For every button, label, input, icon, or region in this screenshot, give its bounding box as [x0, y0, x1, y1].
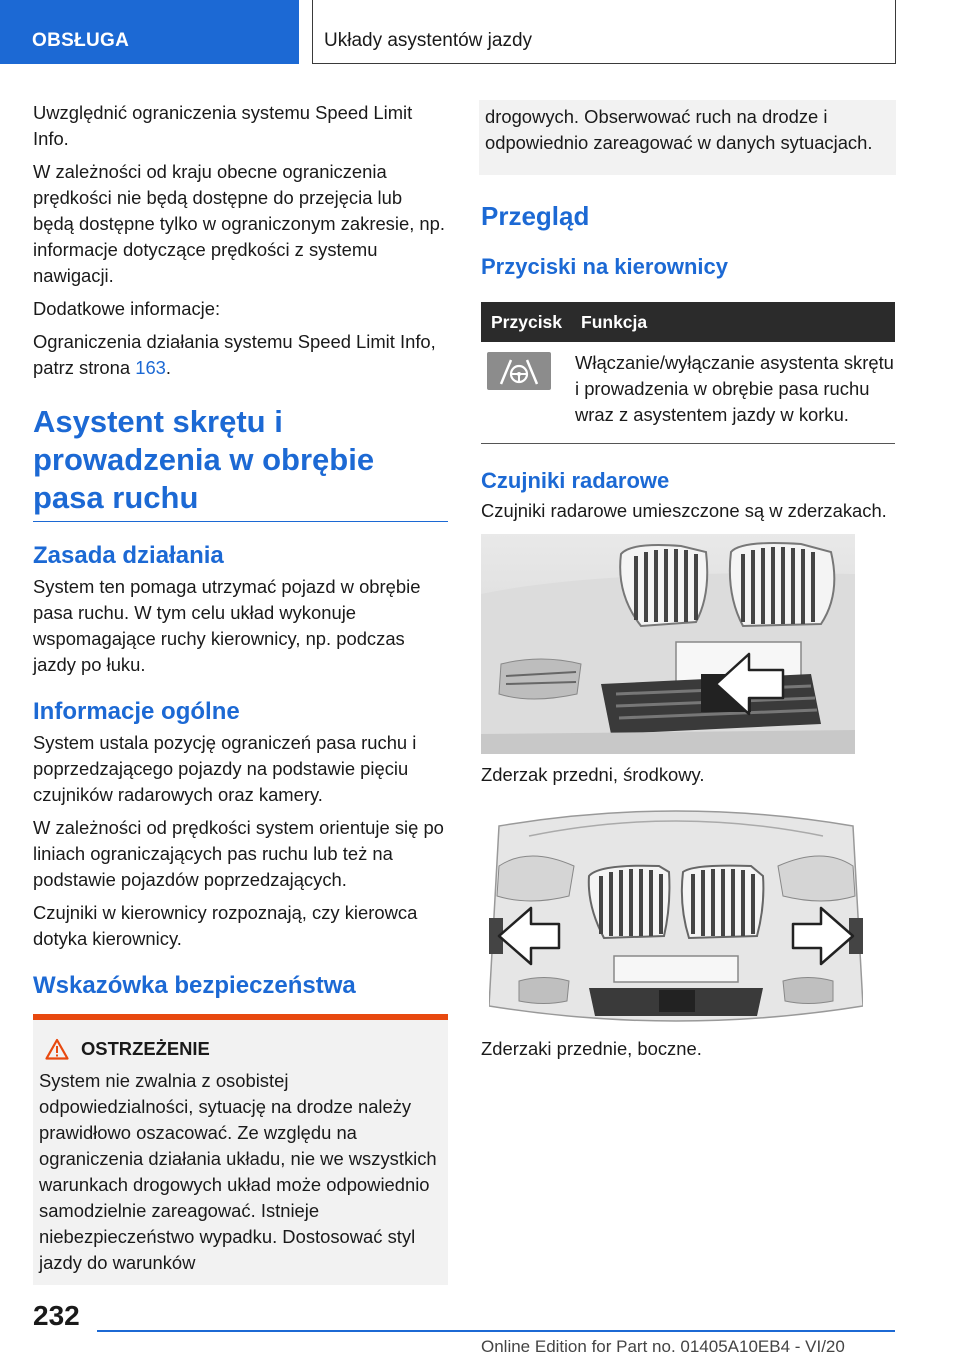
image-caption: Zderzaki przednie, boczne.	[481, 1038, 702, 1059]
lane-assist-button-icon	[487, 352, 551, 390]
table-row	[481, 342, 895, 444]
grille-left	[620, 545, 707, 626]
grille-right	[730, 543, 834, 626]
chapter-header	[312, 0, 896, 64]
paragraph: System ten pomaga utrzymać pojazd w obrębie pasa ruchu. W tym celu układ wykonuje wspomagające ruchy kierownicy, np. podczas jazdy po łuku.	[33, 576, 421, 675]
warning-box	[33, 1014, 448, 1285]
chapter-title: Układy asystentów jazdy	[324, 30, 533, 51]
subheading-general: Informacje ogólne	[33, 698, 240, 725]
paragraph: W zależności od kraju obecne ograniczenia prędkości nie będą dostępne do przejęcia lub będą dostępne tylko w ograniczonym zakresie, np. informacje dotyczące prędkości z systemu nawigacji.	[33, 161, 445, 286]
left-column	[33, 100, 448, 1285]
warning-text-continued: drogowych. Obserwować ruch na drodze i odpowiednio zareagować w danych sytuacjach.	[485, 106, 873, 153]
section-heading: Asystent skrętu i prowadzenia w obrębie pasa ruchu	[33, 403, 448, 522]
right-column	[481, 100, 896, 1060]
bumper-sides-image	[489, 806, 863, 1028]
function-text: Włączanie/wyłączanie asystenta skrętu i prowadzenia w obrębie pasa ruchu wraz z asystentem jazdy w korku.	[575, 352, 894, 425]
buttons-table	[481, 302, 895, 444]
section-label: OBSŁUGA	[32, 30, 130, 51]
edition-label: Online Edition for Part no. 01405A10EB4 - VI/20	[481, 1337, 845, 1356]
paragraph: Czujniki radarowe umieszczone są w zderzakach.	[481, 500, 887, 521]
subheading-principle: Zasada działania	[33, 542, 224, 569]
paragraph-text: Ograniczenia działania systemu Speed Limit Info, patrz strona	[33, 331, 436, 378]
paragraph: System ustala pozycję ograniczeń pasa ruchu i poprzedzającego pojazdy na podstawie pięciu czujników radarowych oraz kamery.	[33, 732, 417, 805]
subheading-overview: Przegląd	[481, 201, 590, 231]
warning-title: OSTRZEŻENIE	[81, 1038, 210, 1059]
section-tab	[0, 0, 299, 64]
table-header-row	[481, 302, 895, 342]
warning-text: System nie zwalnia z osobistej odpowiedzialności, sytuację na drodze należy prawidłowo oszacować. Ze względu na ograniczenia działania układu, nie we wszystkich warunkach drogowych układ może odpowiednio samodzielnie zareagować. Istnieje niebezpieczeństwo wypadku. Dostosować styl jazdy do warunków	[39, 1070, 437, 1273]
paragraph	[33, 329, 448, 381]
page-link[interactable]: 163	[135, 357, 166, 378]
paragraph: W zależności od prędkości system orientuje się po liniach ograniczających pas ruchu lub też na podstawie pojazdów poprzedzających.	[33, 817, 444, 890]
paragraph: Czujniki w kierownicy rozpoznają, czy kierowca dotyka kierownicy.	[33, 902, 418, 949]
paragraph-end: .	[165, 357, 172, 378]
image-caption: Zderzak przedni, środkowy.	[481, 764, 705, 785]
footer-divider	[97, 1330, 895, 1332]
paragraph: Dodatkowe informacje:	[33, 298, 221, 319]
warning-header	[45, 1038, 440, 1060]
warning-continuation	[479, 100, 896, 175]
subheading-radar: Czujniki radarowe	[481, 468, 670, 493]
subheading-safety: Wskazówka bezpieczeństwa	[33, 972, 356, 999]
col-header-button: Przycisk	[481, 302, 571, 342]
page-number: 232	[33, 1300, 80, 1331]
button-cell	[481, 342, 571, 444]
paragraph: Uwzględnić ograniczenia systemu Speed Limit Info.	[33, 102, 413, 149]
col-header-function: Funkcja	[571, 302, 895, 342]
bumper-center-image	[481, 534, 855, 754]
function-cell	[571, 342, 895, 444]
subheading-buttons: Przyciski na kierownicy	[481, 254, 729, 279]
warning-triangle-icon	[45, 1038, 69, 1060]
